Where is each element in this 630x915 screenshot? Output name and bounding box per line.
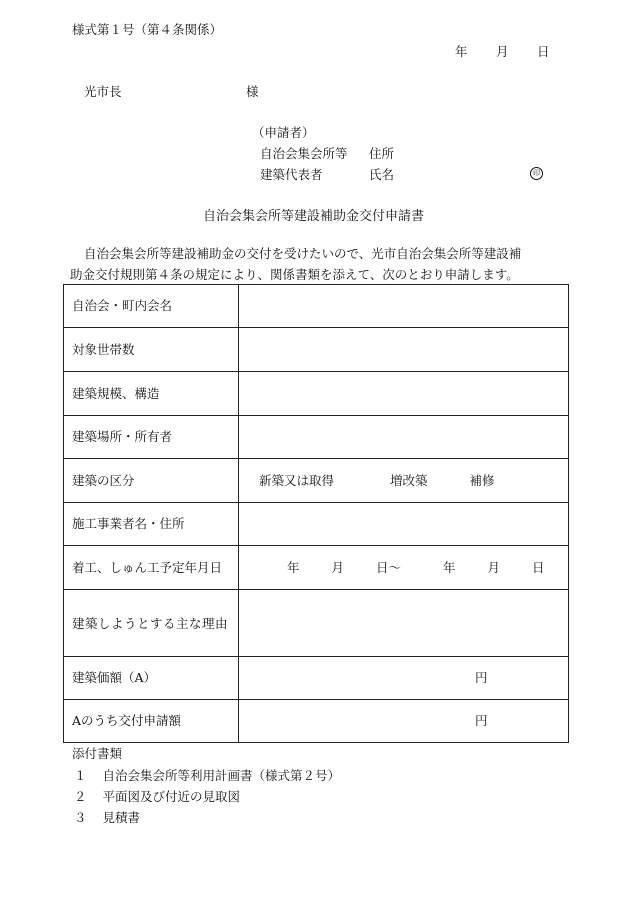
list-item	[74, 766, 340, 784]
attachment-number: ２	[74, 789, 87, 804]
row-value-association[interactable]	[239, 285, 569, 328]
row-label-kubun: 建築の区分	[64, 459, 239, 503]
row-label-schedule: 着工、しゅん工予定年月日	[64, 546, 239, 590]
price-unit: 円	[475, 670, 488, 685]
row-value-schedule[interactable]	[239, 546, 569, 590]
kubun-option-extension[interactable]: 増改築	[390, 472, 428, 488]
table-row	[64, 416, 569, 459]
subsidy-unit: 円	[475, 713, 488, 728]
schedule-start-day: 日～	[376, 559, 402, 575]
applicant-name-label: 氏名	[369, 167, 395, 182]
seal-mark-icon: 印	[530, 167, 543, 180]
schedule-end-month: 月	[487, 559, 501, 575]
kubun-option-repair[interactable]: 補修	[469, 472, 495, 488]
row-value-households[interactable]	[239, 328, 569, 372]
row-label-scale: 建築規模、構造	[64, 372, 239, 416]
application-table	[63, 284, 569, 743]
row-value-scale[interactable]	[239, 372, 569, 416]
row-value-reason[interactable]	[239, 590, 569, 657]
row-label-households: 対象世帯数	[64, 328, 239, 372]
row-value-contractor[interactable]	[239, 503, 569, 546]
attachment-number: １	[74, 768, 87, 783]
row-label-contractor: 施工事業者名・住所	[64, 503, 239, 546]
row-value-subsidy[interactable]	[239, 700, 569, 743]
applicant-org-label: 自治会集会所等	[260, 146, 348, 161]
row-value-price[interactable]	[239, 657, 569, 700]
applicant-label: （申請者）	[252, 125, 315, 140]
schedule-end-year: 年	[443, 559, 456, 575]
date-year-label: 年	[455, 44, 468, 59]
form-number: 様式第１号（第４条関係）	[72, 22, 223, 37]
row-label-location: 建築場所・所有者	[64, 416, 239, 459]
attachments-heading: 添付書類	[72, 746, 123, 761]
addressee-honorific: 様	[246, 84, 259, 99]
table-row	[64, 459, 569, 503]
attachment-text: 平面図及び付近の見取図	[102, 789, 241, 804]
table-row	[64, 503, 569, 546]
attachment-number: ３	[74, 810, 87, 825]
applicant-address-label: 住所	[369, 146, 395, 161]
table-row	[64, 590, 569, 657]
row-label-subsidy: Aのうち交付申請額	[64, 700, 239, 743]
addressee-name: 光市長	[84, 84, 122, 99]
row-value-location[interactable]	[239, 416, 569, 459]
table-row	[64, 328, 569, 372]
attachment-text: 見積書	[102, 810, 141, 825]
table-row	[64, 657, 569, 700]
schedule-start-month: 月	[331, 559, 345, 575]
list-item	[74, 808, 140, 826]
table-row	[64, 285, 569, 328]
row-label-association: 自治会・町内会名	[64, 285, 239, 328]
table-row	[64, 546, 569, 590]
schedule-start-year: 年	[287, 559, 300, 575]
row-label-price: 建築価額（A）	[64, 657, 239, 700]
body-line-2: 助金交付規則第４条の規定により、関係書類を添えて、次のとおり申請します。	[70, 267, 519, 282]
body-line-1: 自治会集会所等建設補助金の交付を受けたいので、光市自治会集会所等建設補	[84, 246, 522, 261]
row-value-kubun[interactable]	[239, 459, 569, 503]
kubun-option-new[interactable]: 新築又は取得	[259, 472, 335, 488]
document-title: 自治会集会所等建設補助金交付申請書	[203, 209, 425, 224]
attachment-text: 自治会集会所等利用計画書（様式第２号）	[102, 768, 341, 783]
schedule-end-day: 日	[532, 559, 545, 575]
table-row	[64, 372, 569, 416]
row-label-reason: 建築しようとする主な理由	[64, 590, 239, 657]
list-item	[74, 787, 240, 805]
date-month-label: 月	[496, 44, 509, 59]
applicant-rep-label: 建築代表者	[260, 167, 323, 182]
table-row	[64, 700, 569, 743]
date-day-label: 日	[537, 44, 550, 59]
